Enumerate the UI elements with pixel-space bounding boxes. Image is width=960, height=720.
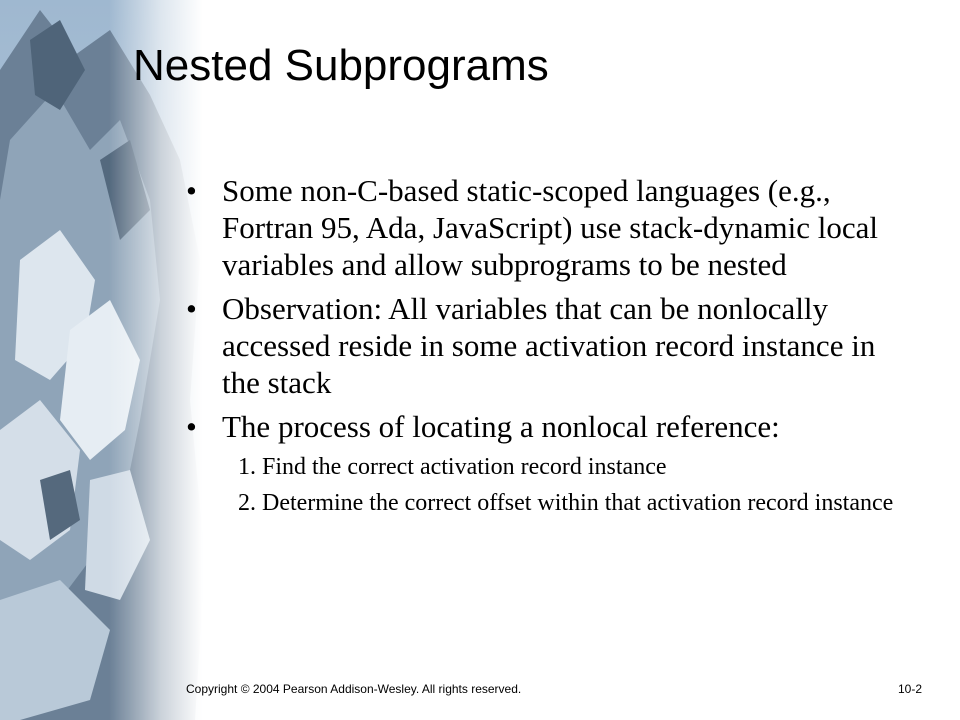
bullet-marker: • <box>186 409 197 444</box>
bullet-item <box>186 172 906 283</box>
step-item <box>238 489 906 517</box>
bullet-text: Some non-C-based static-scoped languages (e.g., Fortran 95, Ada, JavaScript) use stack-dynamic local variables and allow subprograms to be nested <box>222 173 878 282</box>
copyright-notice: Copyright © 2004 Pearson Addison-Wesley. All rights reserved. <box>186 682 522 696</box>
bullet-marker: • <box>186 291 197 326</box>
bullet-item <box>186 290 906 401</box>
step-text: Find the correct activation record instance <box>262 454 667 480</box>
step-number: 1. <box>238 454 256 480</box>
step-text: Determine the correct offset within that activation record instance <box>262 490 894 516</box>
bullet-item <box>186 408 906 445</box>
step-number: 2. <box>238 490 256 516</box>
bullet-marker: • <box>186 173 197 208</box>
slide-content <box>186 172 906 523</box>
bullet-text: The process of locating a nonlocal reference: <box>222 409 780 444</box>
bullet-text: Observation: All variables that can be nonlocally accessed reside in some activation record instance in the stack <box>222 291 876 400</box>
slide-title: Nested Subprograms <box>133 41 549 90</box>
page-number: 10-2 <box>897 682 922 696</box>
step-item <box>238 453 906 481</box>
